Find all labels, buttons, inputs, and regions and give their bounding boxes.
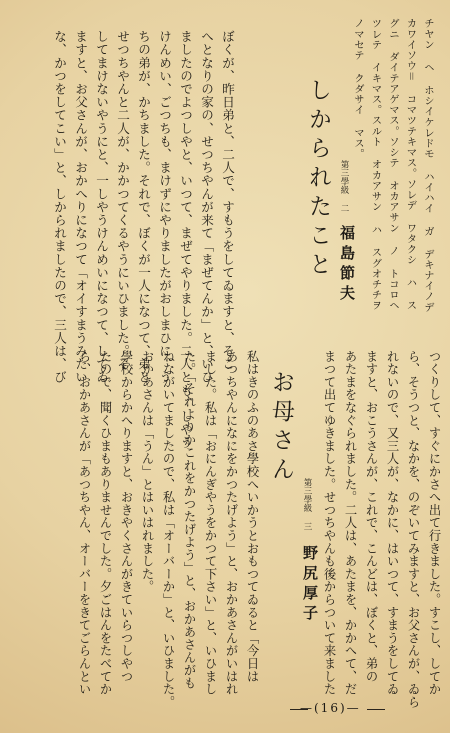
story-grade-mother: 第三學級 三: [302, 478, 312, 531]
story-body-scolded-continued: つくりして、すぐにかさへ出て行きました。すこし、してか ら、そうつと、なかを、のぞいてみますと、お父さんが、ゐら れないので、又三人が、なかに、はいつて、すまうをしてゐ ますと、おこうさんが、これで、こんどは、ぼくと、弟の あたまをなぐられました。二人は、あたまを、かかへて、だ まつて出てゆきました。せつちやんも後からついて来ました: [322, 350, 441, 709]
story-body-scolded: ぼくが、昨日弟と、二人で、すもうをしてゐますと、そこ へとなりの家の、せつちやんが来て「まぜてんか」と、いひ ましたのでよつしやと、いつて、まぜてやりました。二人とも、しやう けんめい、ごつちも、まけずにやりましたがおしまひに、う ちの弟が、かちました。それで、ぼくが一人になつて、弟と せつちやんと二人が、かかつてくるやうにいひました。そ してまけないやうにと、一しやうけんめいになつて、してゐ ますと、お父さんが、おかへりになつて「オイすまうみたい な、かつをしてこい」と、しかられましたので、三人は、び: [52, 30, 235, 450]
story-title-scolded: しかられたこと: [305, 78, 331, 281]
page-number-rule-right: [367, 709, 385, 710]
story-body-mother: 私はきのふのあさ學校へいかうとおもつてゐると「今日は あつちやんになにをかつたげよう」と、おかあさんがいはれ ました。私は「おにんぎやうをかつて下さい」と、いひまし た。「それよりかこれをかつたげよう」と、おかあさんがも ねながいてましたので、私は「オーバーか」と、いひました。 おかあさんは「うん」とはいはれました。 學校からかへりますと、おきやくさんがきていらつしやつ たので、聞くひまもありませんでした。夕ごはんをたべてか ら、おかあさんが「あつちやん、オーバーをきてごらんとい: [77, 350, 259, 709]
katakana-passage: チヤン ヘ ホシイケレドモ ハイハイ ガ デキナイノデ カワイソウ＝ コマツテキマス。ソレデ ワタクシ ハ ス グニ ダイテアゲマス。ソシテ オカアサン ノ トコロヘ ツレテ イキマス。スルト オカアサン ハ スグオチチヲ ノマセテ クダサイ マス。: [352, 18, 434, 313]
story-title-mother: お母さん: [268, 370, 294, 486]
page-number: —(16)—: [300, 701, 361, 715]
story-grade-scolded: 第三學級 二: [339, 160, 349, 213]
story-author-mother: 野尻厚子: [301, 545, 319, 625]
story-author-scolded: 福島節夫: [338, 225, 356, 305]
